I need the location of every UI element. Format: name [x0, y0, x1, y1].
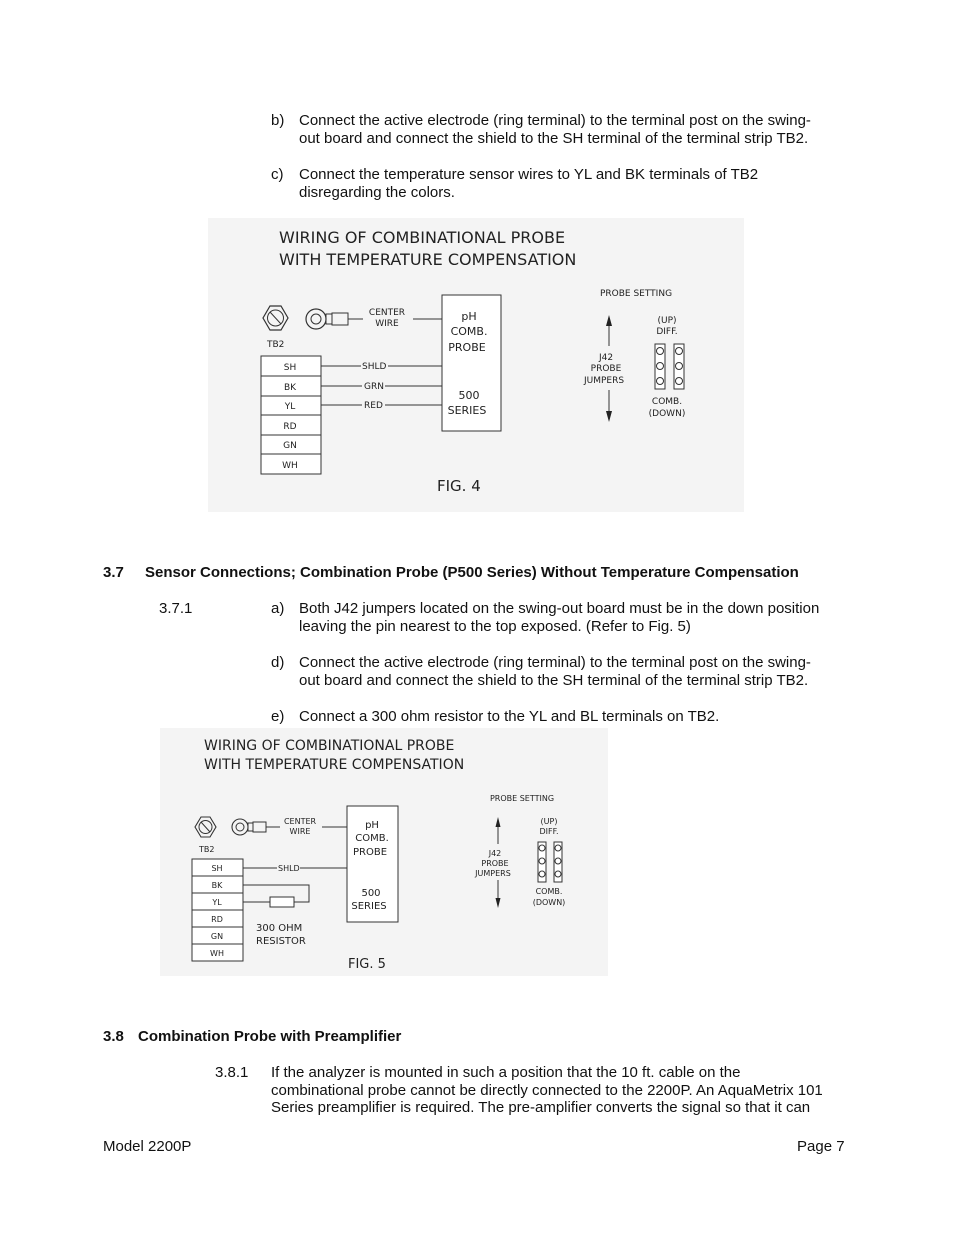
terminal-label: RD	[283, 422, 297, 432]
item-letter: b)	[271, 112, 285, 129]
figure-caption: FIG. 4	[437, 477, 481, 495]
j42-label: PROBE	[481, 859, 509, 868]
terminal-label: GN	[283, 441, 297, 451]
item-text: Connect the active electrode (ring terminal) to the terminal post on the swing-	[299, 654, 811, 671]
screw-terminal-icon	[195, 817, 216, 837]
probe-label: pH	[461, 310, 477, 323]
wire-label: SHLD	[362, 362, 387, 372]
diagram-title: WIRING OF COMBINATIONAL PROBE	[279, 228, 566, 247]
tb2-label: TB2	[267, 340, 285, 350]
resistor-label: 300 OHM	[256, 923, 303, 934]
probe-label: PROBE	[352, 847, 388, 858]
item-letter: e)	[271, 708, 285, 725]
j42-label: PROBE	[590, 364, 622, 374]
section-title: Combination Probe with Preamplifier	[138, 1028, 402, 1045]
terminal-label: GN	[210, 932, 224, 941]
terminal-strip-tb2	[261, 356, 321, 474]
up-diff-label: (UP)	[540, 817, 558, 826]
up-diff-label: DIFF.	[539, 827, 559, 836]
item-number: 3.7.1	[159, 600, 193, 617]
item-text: Both J42 jumpers located on the swing-out board must be in the down position	[299, 600, 820, 617]
item-text: Connect the temperature sensor wires to YL and BK terminals of TB2	[299, 166, 759, 183]
j42-label: J42	[488, 849, 502, 858]
probe-label: pH	[365, 820, 379, 831]
paragraph-line: combinational probe cannot be directly connected to the 2200P. An AquaMetrix 101	[271, 1082, 823, 1099]
diagram-title: WIRING OF COMBINATIONAL PROBE	[204, 738, 455, 754]
item-text: disregarding the colors.	[299, 184, 455, 201]
up-diff-label: DIFF.	[656, 327, 678, 337]
item-letter: c)	[271, 166, 284, 183]
diagram-title: WITH TEMPERATURE COMPENSATION	[204, 757, 465, 773]
terminal-label: RD	[211, 915, 223, 924]
section-number: 3.8	[103, 1028, 124, 1045]
terminal-label: YL	[212, 898, 222, 907]
probe-box	[442, 295, 501, 431]
resistor-icon	[243, 885, 309, 907]
screw-terminal-icon	[263, 306, 288, 330]
wiring-diagram-fig5	[160, 728, 608, 976]
center-wire-label: WIRE	[375, 319, 399, 329]
section-title: Sensor Connections; Combination Probe (P500 Series) Without Temperature Compensation	[145, 564, 799, 581]
terminal-label: YL	[284, 402, 296, 412]
probe-box	[347, 806, 398, 922]
figure-4	[208, 218, 744, 512]
probe-label: 500	[458, 389, 480, 402]
figure-5	[160, 728, 608, 976]
item-letter: a)	[271, 600, 285, 617]
probe-setting-label: PROBE SETTING	[489, 794, 555, 803]
terminal-label: BK	[283, 383, 297, 393]
footer-model: Model 2200P	[103, 1138, 192, 1155]
item-text: out board and connect the shield to the SH terminal of the terminal strip TB2.	[299, 130, 809, 147]
item-number: 3.8.1	[215, 1064, 249, 1081]
item-text: Connect a 300 ohm resistor to the YL and BL terminals on TB2.	[299, 708, 720, 725]
j42-label: J42	[598, 353, 614, 363]
probe-label: SERIES	[447, 404, 487, 417]
comb-down-label: COMB.	[651, 397, 683, 407]
terminal-label: WH	[282, 461, 298, 471]
paragraph-line: Series preamplifier is required. The pre-amplifier converts the signal so that it can	[271, 1099, 811, 1116]
up-diff-label: (UP)	[657, 316, 677, 326]
jumper-pins-icon	[655, 344, 684, 389]
wiring-diagram-fig4	[208, 218, 744, 512]
terminal-label: SH	[283, 363, 297, 373]
terminal-label: BK	[211, 881, 223, 890]
section-number: 3.7	[103, 564, 124, 581]
probe-label: PROBE	[448, 341, 486, 354]
probe-label: COMB.	[450, 325, 488, 338]
item-text: leaving the pin nearest to the top exposed. (Refer to Fig. 5)	[299, 618, 691, 635]
comb-down-label: (DOWN)	[532, 898, 566, 907]
center-wire-label: WIRE	[289, 827, 311, 836]
paragraph-line: If the analyzer is mounted in such a position that the 10 ft. cable on the	[271, 1064, 741, 1081]
ring-terminal-icon	[306, 309, 363, 329]
terminal-label: WH	[210, 949, 224, 958]
j42-label: JUMPERS	[475, 869, 511, 878]
probe-setting-label: PROBE SETTING	[599, 289, 673, 299]
diagram-title: WITH TEMPERATURE COMPENSATION	[279, 250, 577, 269]
wire-label: GRN	[364, 382, 384, 392]
comb-down-label: (DOWN)	[648, 409, 686, 419]
terminal-strip-tb2	[192, 859, 243, 961]
item-text: Connect the active electrode (ring terminal) to the terminal post on the swing-	[299, 112, 811, 129]
probe-label: SERIES	[351, 901, 387, 912]
j42-label: JUMPERS	[583, 376, 625, 386]
center-wire-label: CENTER	[283, 817, 317, 826]
ring-terminal-icon	[232, 819, 280, 835]
item-letter: d)	[271, 654, 285, 671]
terminal-label: SH	[211, 864, 223, 873]
wire-label: RED	[364, 401, 383, 411]
center-wire-label: CENTER	[368, 308, 406, 318]
footer-page-number: Page 7	[797, 1138, 845, 1155]
probe-label: 500	[361, 888, 381, 899]
jumper-pins-icon	[538, 842, 562, 882]
figure-caption: FIG. 5	[348, 957, 386, 972]
item-text: out board and connect the shield to the SH terminal of the terminal strip TB2.	[299, 672, 809, 689]
wire-label: SHLD	[278, 864, 300, 873]
probe-label: COMB.	[355, 833, 389, 844]
comb-down-label: COMB.	[535, 887, 563, 896]
resistor-label: RESISTOR	[256, 936, 306, 947]
tb2-label: TB2	[199, 845, 215, 854]
